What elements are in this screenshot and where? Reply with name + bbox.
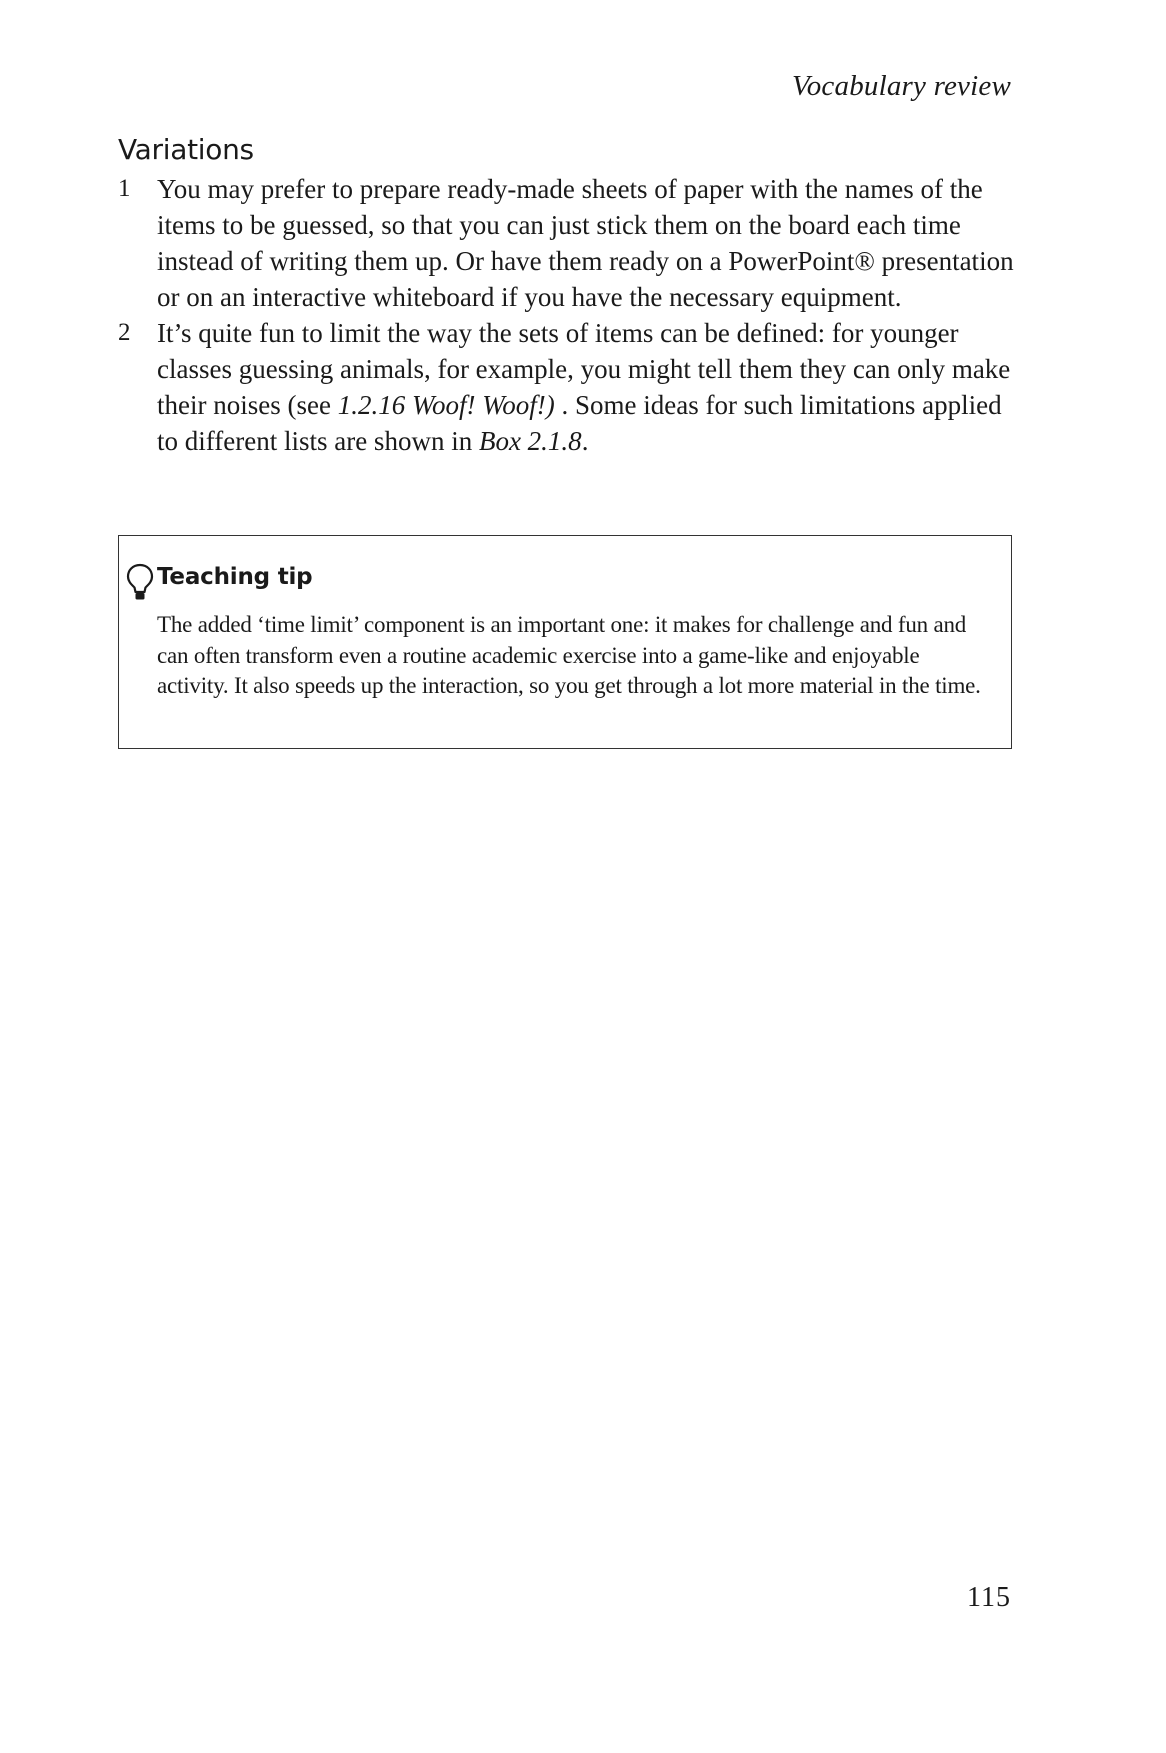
section-heading-variations: Variations xyxy=(118,133,254,166)
item-number: 1 xyxy=(118,175,131,202)
variations-list xyxy=(118,171,1018,459)
teaching-tip-body: The added ‘time limit’ component is an important one: it makes for challenge and fun and can often transform even a routine academic exercise into a game-like and enjoyable activity. It also speeds up the interaction, so you get through a lot more material in the time. xyxy=(157,612,981,698)
variation-item-2 xyxy=(118,315,1018,459)
page-number: 115 xyxy=(967,1582,1011,1613)
teaching-tip-header xyxy=(125,562,312,602)
item-text-part: . xyxy=(581,426,589,456)
item-number: 2 xyxy=(118,319,131,346)
cross-reference-box: Box 2.1.8 xyxy=(478,426,582,456)
lightbulb-icon xyxy=(125,562,155,602)
item-text-part: It’s quite fun to limit the way the sets of items can be defined: for younger classes guessing animals, for example, you might tell them they can only make their noises (see xyxy=(157,318,1011,420)
item-text: You may prefer to prepare ready-made sheets of paper with the names of the items to be guessed, so that you can just stick them on the board each time instead of writing them up. Or have them ready on a PowerPoint® presentation or on an interactive whiteboard if you have the necessary equipment. xyxy=(157,174,1014,312)
item-text-part: . Some ideas for such limitations applied to different lists are shown in xyxy=(157,390,1002,456)
item-text xyxy=(157,315,1018,459)
variation-item-1 xyxy=(118,171,1018,315)
running-head: Vocabulary review xyxy=(792,70,1011,102)
teaching-tip-title: Teaching tip xyxy=(157,564,313,590)
cross-reference-activity: 1.2.16 Woof! Woof!) xyxy=(337,390,555,420)
teaching-tip-box xyxy=(118,535,1012,749)
